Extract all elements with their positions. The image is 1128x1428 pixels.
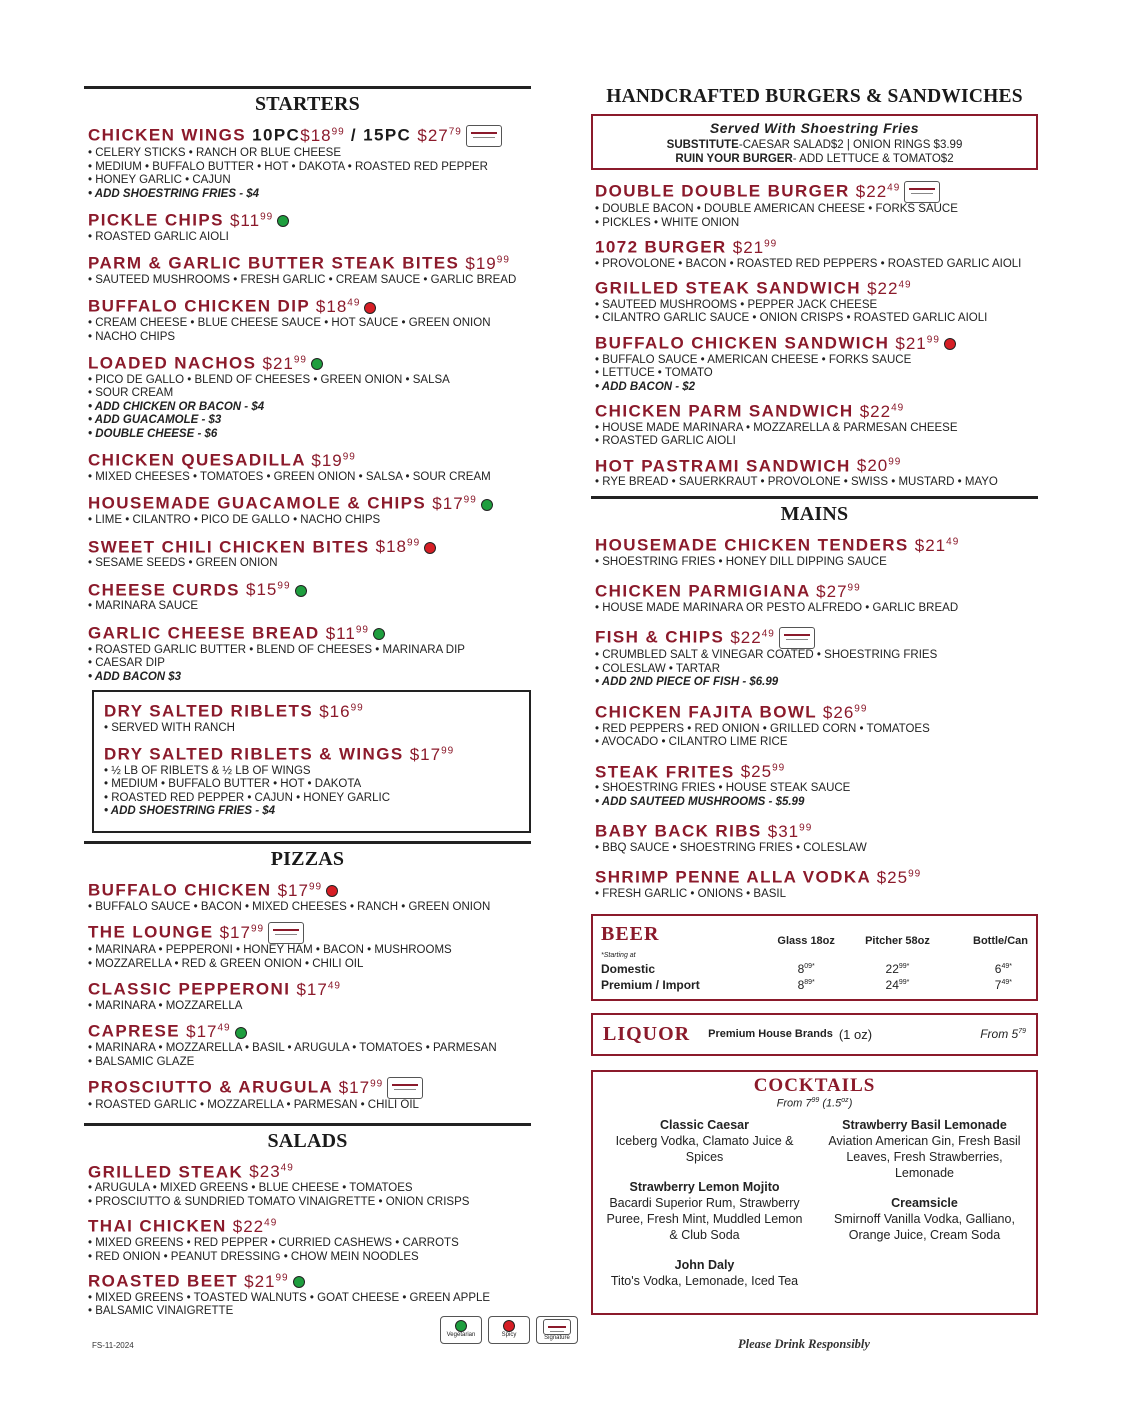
item-desc: • PROVOLONE • BACON • ROASTED RED PEPPERS • ROASTED GARLIC AIOLI: [595, 257, 1022, 270]
item-cents: 99: [908, 868, 922, 880]
item-name: STEAK FRITES: [595, 762, 735, 782]
menu-item: [84, 350, 531, 441]
item-name: CHICKEN PARMIGIANA: [595, 581, 811, 601]
item-cents: 99: [772, 762, 786, 774]
item-addon: • ADD GUACAMOLE - $3: [88, 414, 222, 427]
cocktail-unit: oz: [841, 1096, 849, 1104]
item-desc: • MARINARA • MOZZARELLA: [88, 999, 243, 1012]
item-price: $15: [246, 580, 278, 600]
beer-price: 8: [797, 977, 805, 992]
item-name: 1072 BURGER: [595, 237, 727, 257]
item-price: $22: [730, 627, 762, 647]
item-desc: • MIXED GREENS • TOASTED WALNUTS • GOAT CHEESE • GREEN APPLE: [88, 1291, 491, 1304]
menu-item: [591, 330, 1038, 394]
item-price: $21: [895, 333, 927, 353]
signature-icon: [904, 181, 940, 203]
item-price: $18: [375, 537, 408, 557]
item-cents: 49: [891, 402, 905, 414]
menu-item: [84, 1213, 531, 1264]
item-name: HOUSEMADE CHICKEN TENDERS: [595, 535, 909, 555]
beer-cents: 99*: [898, 978, 910, 986]
riblets-box: [92, 690, 531, 833]
item-name: HOUSEMADE GUACAMOLE & CHIPS: [88, 494, 427, 514]
item-name: PICKLE CHIPS: [88, 210, 224, 230]
menu-item: [591, 818, 1038, 855]
starters-title: STARTERS: [254, 93, 360, 115]
item-desc: • CAESAR DIP: [88, 657, 165, 670]
item-price: $17: [219, 922, 251, 942]
item-desc: • ½ LB OF RIBLETS & ½ LB OF WINGS: [104, 764, 311, 777]
vegetarian-icon: [311, 358, 323, 370]
item-name: CHICKEN WINGS: [88, 125, 246, 145]
beer-col: Pitcher 58oz: [865, 935, 930, 948]
item-price: $22: [859, 401, 892, 421]
cocktail-name: Strawberry Lemon Mojito: [629, 1180, 780, 1195]
ruin-text: - ADD LETTUCE & TOMATO$2: [792, 153, 954, 165]
item-name: CHICKEN QUESADILLA: [88, 450, 306, 470]
item-desc: • BALSAMIC VINAIGRETTE: [88, 1305, 234, 1318]
item-price: $17: [186, 1022, 218, 1042]
item-price: $18: [300, 125, 332, 145]
item-name: LOADED NACHOS: [88, 353, 257, 373]
mains-title: MAINS: [780, 502, 849, 525]
vegetarian-icon: [235, 1027, 247, 1039]
item-name: DRY SALTED RIBLETS & WINGS: [104, 744, 404, 764]
item-desc: • PICO DE GALLO • BLEND OF CHEESES • GREEN ONION • SALSA: [88, 373, 450, 386]
item-price: $11: [229, 210, 261, 230]
item-desc: • SESAME SEEDS • GREEN ONION: [88, 557, 278, 570]
beer-row-label: Premium / Import: [601, 977, 700, 992]
item-addon: • ADD BACON $3: [88, 670, 182, 683]
menu-item: [591, 398, 1038, 449]
item-name: DOUBLE DOUBLE BURGER: [595, 181, 850, 201]
item-cents: 99: [308, 880, 323, 892]
legend-label: Vegetarian: [446, 1332, 476, 1338]
beer-price: 8: [797, 961, 805, 976]
vegetarian-icon: [277, 215, 289, 227]
cocktails-box: [591, 1070, 1038, 1316]
item-name: CAPRESE: [88, 1022, 180, 1042]
left-column: [84, 86, 531, 1323]
cocktail-desc: Tito's Vodka, Lemonade, Iced Tea: [610, 1274, 799, 1289]
item-name: SHRIMP PENNE ALLA VODKA: [595, 868, 871, 888]
item-price: $22: [232, 1217, 265, 1237]
beer-col: Bottle/Can: [973, 935, 1028, 948]
item-desc: • SHOESTRING FRIES • HONEY DILL DIPPING SAUCE: [595, 555, 887, 568]
item-addon: • ADD CHICKEN OR BACON - $4: [88, 400, 265, 413]
item-name: DRY SALTED RIBLETS: [104, 701, 314, 721]
item-desc: • CREAM CHEESE • BLUE CHEESE SAUCE • HOT SAUCE • GREEN ONION: [88, 317, 491, 330]
item-desc: • MARINARA • PEPPERONI • HONEY HAM • BACON • MUSHROOMS: [88, 944, 452, 957]
item-desc: • CRUMBLED SALT & VINEGAR COATED • SHOESTRING FRIES: [595, 649, 938, 662]
item-price: $21: [914, 535, 947, 555]
served-note: Served With Shoestring Fries: [704, 120, 925, 136]
item-name: CLASSIC PEPPERONI: [88, 979, 291, 999]
item-name: THAI CHICKEN: [88, 1217, 227, 1237]
item-name: BUFFALO CHICKEN SANDWICH: [595, 333, 890, 353]
item-desc: • MEDIUM • BUFFALO BUTTER • HOT • DAKOTA: [104, 778, 362, 791]
item-price: $18: [315, 297, 348, 317]
cocktails-title: COCKTAILS: [746, 1075, 884, 1097]
item-desc: • ARUGULA • MIXED GREENS • BLUE CHEESE • TOMATOES: [88, 1182, 413, 1195]
legend-vegetarian: [440, 1316, 482, 1344]
item-desc: • CILANTRO GARLIC SAUCE • ONION CRISPS • ROASTED GARLIC AIOLI: [595, 312, 988, 325]
divider: [84, 86, 531, 89]
item-cents: 99: [331, 126, 345, 137]
menu-item: [591, 759, 1038, 810]
item-desc: • HONEY GARLIC • CAJUN: [88, 174, 231, 187]
spicy-icon: [326, 885, 338, 897]
item-name: GARLIC CHEESE BREAD: [88, 623, 320, 643]
item-price: $11: [325, 623, 356, 643]
item-desc: • RED PEPPERS • RED ONION • GRILLED CORN • TOMATOES: [595, 722, 930, 735]
beer-price: 22: [885, 961, 899, 976]
beer-price: 24: [885, 977, 899, 992]
menu-item: [84, 1074, 531, 1113]
item-name: GRILLED STEAK SANDWICH: [595, 278, 861, 298]
menu-item: [591, 699, 1038, 750]
item-addon: • ADD SHOESTRING FRIES - $4: [104, 805, 276, 818]
item-price: $31: [767, 821, 800, 841]
cocktails-left: [603, 1117, 806, 1303]
ruin-label: RUIN YOUR BURGER: [675, 153, 793, 165]
cocktail-name: Classic Caesar: [660, 1118, 749, 1133]
beer-note: *Starting at: [601, 951, 636, 959]
item-cents: 49: [280, 1162, 294, 1174]
item-price: $17: [338, 1077, 371, 1097]
menu-item: [84, 1268, 531, 1319]
cocktail-name: Strawberry Basil Lemonade: [842, 1118, 1007, 1133]
menu-item: [591, 453, 1038, 490]
cocktail-size: (1.5: [819, 1097, 842, 1110]
item-name: FISH & CHIPS: [595, 627, 725, 647]
item-price: $17: [296, 979, 328, 999]
item-desc: • ROASTED GARLIC AIOLI: [88, 230, 229, 243]
item-price: $21: [244, 1271, 276, 1291]
item-desc: • MEDIUM • BUFFALO BUTTER • HOT • DAKOTA • ROASTED RED PEPPER: [88, 160, 488, 173]
cocktail-cents: 99: [811, 1096, 820, 1104]
item-desc: • MARINARA • MOZZARELLA • BASIL • ARUGULA • TOMATOES • PARMESAN: [88, 1042, 497, 1055]
pizzas-title: PIZZAS: [270, 847, 345, 870]
cocktail-desc: Iceberg Vodka, Clamato Juice & Spices: [615, 1134, 794, 1165]
menu-item: [591, 178, 1038, 230]
menu-item: [84, 250, 531, 287]
item-price: $16: [319, 701, 351, 721]
item-desc: • RED ONION • PEANUT DRESSING • CHOW MEIN NOODLES: [88, 1250, 419, 1263]
item-price: $25: [876, 868, 909, 888]
item-desc: • HOUSE MADE MARINARA • MOZZARELLA & PARMESAN CHEESE: [595, 421, 958, 434]
item-desc: • SAUTEED MUSHROOMS • PEPPER JACK CHEESE: [595, 298, 878, 311]
cocktail-desc: Aviation American Gin, Fresh Basil Leaves, Fresh Strawberries, Lemonade: [828, 1134, 1021, 1181]
item-cents: 49: [327, 980, 341, 992]
legend-label: Signature: [544, 1335, 570, 1341]
item-cents: 49: [898, 279, 912, 291]
substitute-text: -CAESAR SALAD$2 | ONION RINGS $3.99: [738, 139, 963, 151]
vegetarian-icon: [373, 628, 385, 640]
menu-item: [84, 577, 531, 614]
legend: [440, 1316, 578, 1344]
item-name: GRILLED STEAK: [88, 1162, 244, 1182]
signature-icon: [268, 922, 304, 944]
item-price: $19: [465, 253, 497, 273]
legend-spicy: [488, 1316, 530, 1344]
substitute-box: [591, 114, 1038, 170]
item-price: $23: [249, 1162, 281, 1182]
item-cents: 99: [441, 745, 455, 757]
menu-item: [84, 976, 531, 1013]
item-name: CHICKEN FAJITA BOWL: [595, 702, 817, 722]
item-cents: 99: [350, 702, 364, 714]
cocktail-name: John Daly: [674, 1258, 735, 1273]
menu-item: [84, 919, 531, 971]
menu-item: [591, 624, 1038, 690]
divider: [591, 496, 1038, 499]
item-desc: • LETTUCE • TOMATO: [595, 367, 713, 380]
item-cents: 99: [277, 580, 291, 592]
beer-cents: 09*: [804, 962, 815, 970]
liquor-size: (1 oz): [838, 1026, 873, 1042]
item-cents: 49: [761, 628, 775, 640]
signature-icon: [779, 627, 815, 649]
mains-list: [591, 532, 1038, 902]
item-size: 15PC: [363, 125, 412, 145]
spicy-icon: [944, 338, 956, 350]
item-desc: • DOUBLE BACON • DOUBLE AMERICAN CHEESE • FORKS SAUCE: [595, 203, 958, 216]
item-price: $17: [432, 494, 464, 514]
separator: /: [350, 125, 357, 145]
item-desc: • SERVED WITH RANCH: [104, 721, 235, 734]
beer-price: 7: [994, 977, 1002, 992]
menu-item: [84, 293, 531, 344]
menu-item: [84, 490, 531, 527]
item-name: BABY BACK RIBS: [595, 821, 762, 841]
item-cents: 99: [275, 1272, 289, 1284]
item-name: PARM & GARLIC BUTTER STEAK BITES: [88, 253, 460, 273]
beer-cents: 49*: [1001, 978, 1012, 986]
burgers-title: HANDCRAFTED BURGERS & SANDWICHES: [606, 86, 1023, 107]
beer-price: 6: [994, 961, 1002, 976]
item-name: THE LOUNGE: [88, 922, 214, 942]
item-cents: 99: [250, 923, 265, 935]
cocktail-name: Creamsicle: [891, 1196, 958, 1211]
beer-title: BEER: [601, 922, 660, 945]
item-cents: 99: [496, 254, 510, 266]
legend-label: Spicy: [501, 1332, 517, 1338]
burgers-list: [591, 178, 1038, 490]
vegetarian-icon: [293, 1276, 305, 1288]
menu-item: [591, 864, 1038, 901]
item-cents: 49: [347, 297, 361, 309]
item-addon: • DOUBLE CHEESE - $6: [88, 427, 218, 440]
item-desc: • BBQ SAUCE • SHOESTRING FRIES • COLESLAW: [595, 841, 867, 854]
beer-box: [591, 914, 1038, 1001]
beer-cents: 89*: [804, 978, 815, 986]
item-desc: • ROASTED GARLIC AIOLI: [595, 435, 736, 448]
item-cents: 99: [888, 456, 902, 468]
item-name: PROSCIUTTO & ARUGULA: [88, 1077, 333, 1097]
menu-item: [84, 207, 531, 244]
item-desc: • CELERY STICKS • RANCH OR BLUE CHEESE: [88, 147, 342, 160]
menu-item: [84, 877, 531, 914]
beer-cents: 49*: [1001, 962, 1012, 970]
beer-cents: 99*: [898, 962, 910, 970]
cocktails-price: [603, 1097, 1026, 1110]
item-price: $27: [417, 125, 449, 145]
item-desc: • MOZZARELLA • RED & GREEN ONION • CHILI OIL: [88, 957, 364, 970]
vegetarian-icon: [455, 1320, 467, 1332]
salads-title: SALADS: [267, 1129, 348, 1152]
cocktails-right: [823, 1117, 1026, 1303]
item-desc: • MIXED CHEESES • TOMATOES • GREEN ONION • SALSA • SOUR CREAM: [88, 470, 491, 483]
signature-icon: [466, 125, 502, 147]
item-desc: • MARINARA SAUCE: [88, 600, 199, 613]
item-cents: 99: [926, 333, 940, 345]
item-addon: • ADD SAUTEED MUSHROOMS - $5.99: [595, 795, 805, 808]
item-desc: • MIXED GREENS • RED PEPPER • CURRIED CASHEWS • CARROTS: [88, 1237, 459, 1250]
item-cents: 99: [407, 537, 421, 549]
cocktail-desc: Smirnoff Vanilla Vodka, Galliano, Orange Juice, Cream Soda: [834, 1212, 1015, 1243]
item-cents: 99: [370, 1078, 384, 1090]
item-name: ROASTED BEET: [88, 1271, 238, 1291]
item-cents: 99: [293, 354, 307, 366]
item-desc: • COLESLAW • TARTAR: [595, 662, 720, 675]
item-desc: • SOUR CREAM: [88, 387, 174, 400]
item-desc: • LIME • CILANTRO • PICO DE GALLO • NACHO CHIPS: [88, 514, 381, 527]
liquor-label: Premium House Brands: [708, 1028, 833, 1041]
item-addon: • ADD SHOESTRING FRIES - $4: [88, 187, 260, 200]
divider: [84, 841, 531, 844]
menu-item: [591, 275, 1038, 326]
item-desc: • SAUTEED MUSHROOMS • FRESH GARLIC • CREAM SAUCE • GARLIC BREAD: [88, 273, 517, 286]
spicy-icon: [364, 302, 376, 314]
item-cents: 49: [264, 1217, 278, 1229]
item-desc: • ROASTED GARLIC • MOZZARELLA • PARMESAN • CHILI OIL: [88, 1099, 419, 1112]
item-cents: 99: [463, 494, 477, 506]
divider: [84, 1123, 531, 1126]
menu-item: [100, 698, 523, 735]
item-cents: 49: [217, 1022, 231, 1034]
item-desc: • ROASTED GARLIC BUTTER • BLEND OF CHEESES • MARINARA DIP: [88, 643, 465, 656]
substitute-label: SUBSTITUTE: [666, 139, 739, 151]
menu-item: [84, 534, 531, 571]
item-price: $25: [740, 762, 773, 782]
menu-item: [591, 532, 1038, 569]
liquor-box: [591, 1013, 1038, 1056]
cocktail-paren: ): [848, 1097, 853, 1110]
signature-icon: [387, 1077, 423, 1099]
item-cents: 49: [887, 182, 901, 193]
item-price: $26: [822, 702, 855, 722]
starters-list: [84, 207, 531, 684]
item-name: CHEESE CURDS: [88, 580, 240, 600]
item-addon: • ADD BACON - $2: [595, 380, 696, 393]
menu-item-chicken-wings: [84, 122, 531, 201]
item-cents: 79: [448, 126, 462, 137]
item-desc: • BUFFALO SAUCE • AMERICAN CHEESE • FORKS SAUCE: [595, 353, 912, 366]
item-size: 10PC: [252, 125, 301, 145]
beer-col: Glass 18oz: [777, 935, 835, 948]
beer-row-label: Domestic: [601, 961, 656, 976]
cocktail-price: From 7: [776, 1097, 812, 1110]
item-desc: • NACHO CHIPS: [88, 330, 176, 343]
spicy-icon: [424, 542, 436, 554]
liquor-title: LIQUOR: [603, 1022, 691, 1045]
item-desc: • BUFFALO SAUCE • BACON • MIXED CHEESES • RANCH • GREEN ONION: [88, 900, 491, 913]
item-desc: • PROSCIUTTO & SUNDRIED TOMATO VINAIGRETTE • ONION CRISPS: [88, 1195, 470, 1208]
item-price: $17: [277, 880, 309, 900]
item-price: $27: [816, 581, 848, 601]
vegetarian-icon: [481, 499, 493, 511]
item-name: BUFFALO CHICKEN DIP: [88, 297, 310, 317]
item-name: SWEET CHILI CHICKEN BITES: [88, 537, 370, 557]
item-desc: • PICKLES • WHITE ONION: [595, 216, 740, 229]
item-name: CHICKEN PARM SANDWICH: [595, 401, 854, 421]
item-desc: • RYE BREAD • SAUERKRAUT • PROVOLONE • SWISS • MUSTARD • MAYO: [595, 476, 998, 489]
signature-icon: [543, 1319, 571, 1335]
item-cents: 99: [355, 623, 369, 635]
item-price: $21: [262, 353, 294, 373]
item-desc: • BALSAMIC GLAZE: [88, 1055, 195, 1068]
liquor-cents: 79: [1018, 1028, 1026, 1036]
item-price: $17: [409, 744, 442, 764]
item-cents: 99: [847, 582, 861, 594]
menu-item: [591, 578, 1038, 615]
legend-signature: [536, 1316, 578, 1344]
right-column: [591, 86, 1038, 1315]
salads-list: [84, 1159, 531, 1319]
menu-item: [84, 620, 531, 684]
item-cents: 99: [799, 822, 813, 834]
item-price: $22: [855, 181, 888, 201]
item-cents: 99: [342, 451, 356, 463]
vegetarian-icon: [295, 585, 307, 597]
item-desc: • FRESH GARLIC • ONIONS • BASIL: [595, 888, 787, 901]
item-price: $19: [311, 450, 343, 470]
item-cents: 49: [946, 535, 960, 547]
item-price: $22: [867, 278, 899, 298]
spicy-icon: [503, 1320, 515, 1332]
item-addon: • ADD 2ND PIECE OF FISH - $6.99: [595, 676, 779, 689]
item-cents: 99: [854, 702, 868, 714]
menu-item: [591, 234, 1038, 271]
item-cents: 99: [260, 211, 274, 223]
item-name: BUFFALO CHICKEN: [88, 880, 272, 900]
item-name: HOT PASTRAMI SANDWICH: [595, 456, 851, 476]
footer-code: FS-11-2024: [92, 1341, 134, 1350]
cocktail-desc: Bacardi Superior Rum, Strawberry Puree, Fresh Mint, Muddled Lemon & Club Soda: [606, 1196, 803, 1243]
menu-item: [84, 447, 531, 484]
item-desc: • HOUSE MADE MARINARA OR PESTO ALFREDO • GARLIC BREAD: [595, 601, 959, 614]
menu-item: [100, 741, 523, 819]
item-desc: • SHOESTRING FRIES • HOUSE STEAK SAUCE: [595, 782, 851, 795]
pizzas-list: [84, 877, 531, 1113]
drink-responsibly: Please Drink Responsibly: [738, 1337, 870, 1351]
item-price: $20: [856, 456, 889, 476]
item-price: $21: [732, 237, 765, 257]
item-desc: • AVOCADO • CILANTRO LIME RICE: [595, 736, 788, 749]
item-cents: 99: [764, 238, 778, 250]
liquor-price: From 5: [980, 1027, 1019, 1042]
menu-item: [84, 1159, 531, 1210]
item-desc: • ROASTED RED PEPPER • CAJUN • HONEY GARLIC: [104, 791, 391, 804]
menu-item: [84, 1018, 531, 1069]
